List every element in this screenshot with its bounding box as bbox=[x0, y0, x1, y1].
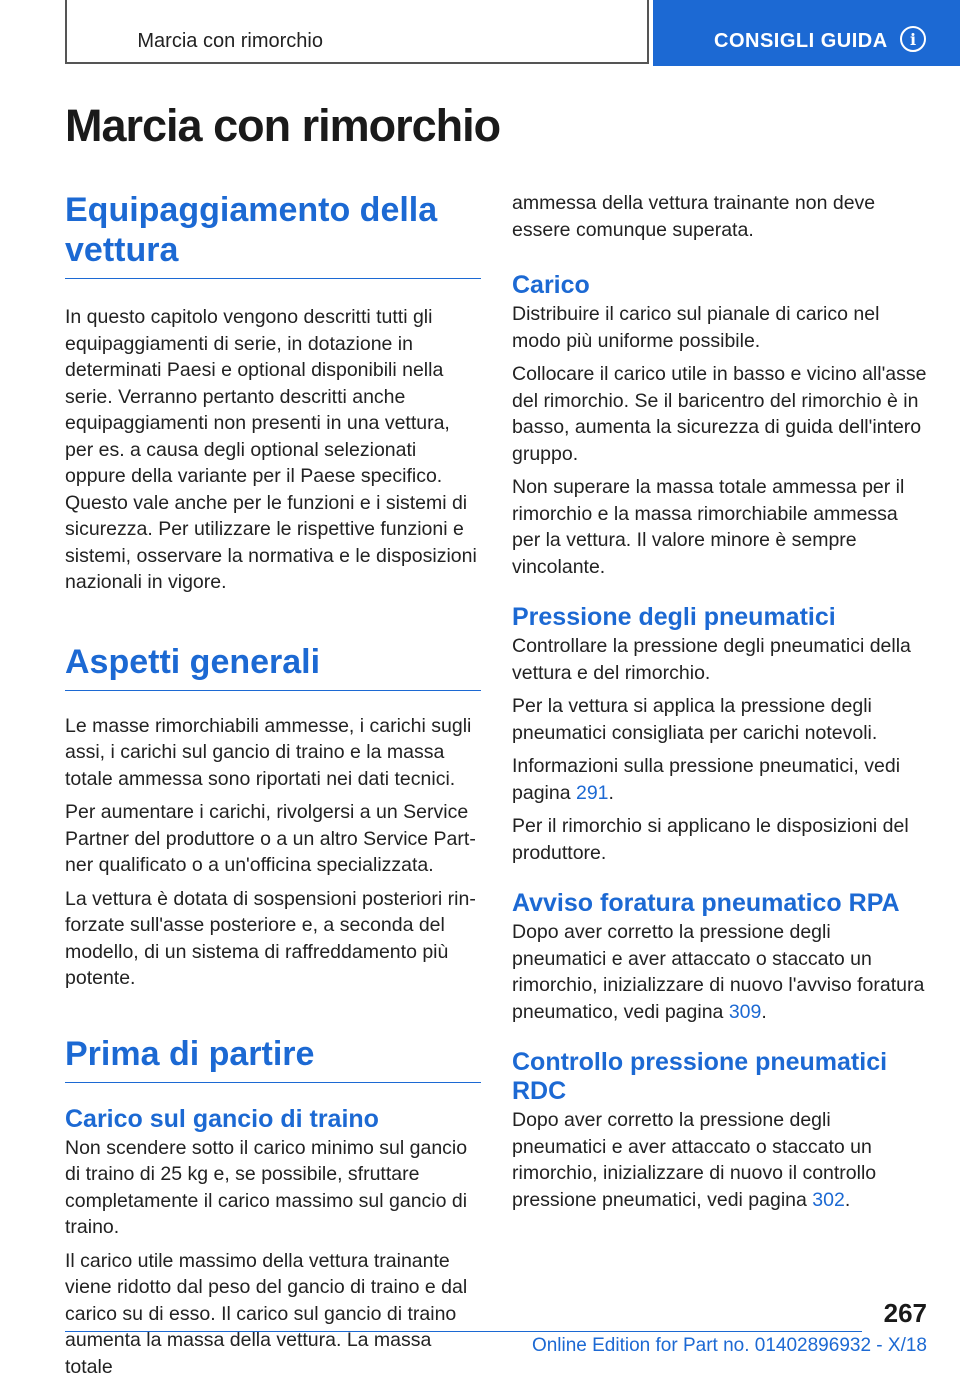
page-ref-link-302[interactable]: 302 bbox=[812, 1189, 845, 1211]
page-ref-link-309[interactable]: 309 bbox=[729, 1001, 762, 1023]
section-title-general: Aspetti generali bbox=[65, 642, 481, 691]
general-paragraph-2: Per aumentare i carichi, rivolgersi a un Service Partner del produttore o a un altro Service Partner qualificato o a un'officina specializzata. bbox=[65, 799, 481, 879]
info-icon[interactable]: i bbox=[900, 26, 926, 52]
header-section-title: Marcia con rimorchio bbox=[137, 30, 323, 53]
footer-edition-text: Online Edition for Part no. 01402896932 - X/18 bbox=[532, 1335, 927, 1357]
hitch-paragraph-2: Il carico utile massimo della vettura trainante viene ridotto dal peso del gancio di traino e dal carico su di esso. Il carico sul gancio di traino aumenta la massa della vettura. La massa totale bbox=[65, 1248, 481, 1380]
pressure-paragraph-3: Informazioni sulla pressione pneumatici, vedi pagina 291. bbox=[512, 753, 927, 806]
continued-paragraph: ammessa della vettura trainante non deve essere comunque superata. bbox=[512, 190, 927, 243]
subsection-title-rpa: Avviso foratura pneumatico RPA bbox=[512, 889, 927, 918]
equipment-paragraph: In questo capitolo vengono descritti tutti gli equipaggiamenti di serie, in dotazione in determinati Paesi e optional disponibili nella serie. Verranno pertanto descritti anche equipaggiamenti non presenti in una vettura, per es. a causa degli optional selezionati oppure della variante per il Paese specifico. Questo vale anche per le funzioni e i sistemi di sicurezza. Per utilizzare le rispettive funzioni e sistemi, osservare la normativa e le disposizioni nazionali in vigore. bbox=[65, 304, 481, 596]
general-paragraph-1: Le masse rimorchiabili ammesse, i carichi sugli assi, i carichi sul gancio di traino e la massa totale ammessa sono riportati nei dati tecnici. bbox=[65, 713, 481, 793]
page-title: Marcia con rimorchio bbox=[65, 100, 500, 152]
rdc-paragraph: Dopo aver corretto la pressione degli pneumatici e aver attaccato o staccato un rimorchio, inizializzare di nuovo il controllo pressione pneumatici, vedi pagina 302. bbox=[512, 1107, 927, 1213]
subsection-title-rdc: Controllo pressione pneumatici RDC bbox=[512, 1048, 927, 1106]
load-paragraph-3: Non superare la massa totale ammessa per il rimorchio e la massa rimorchiabile ammessa per la vettura. Il valore minore è sempre vincolante. bbox=[512, 474, 927, 580]
subsection-title-load: Carico bbox=[512, 271, 927, 300]
chapter-tab-label: CONSIGLI GUIDA bbox=[714, 30, 888, 53]
header-frame bbox=[65, 0, 649, 64]
subsection-title-tire-pressure: Pressione degli pneumatici bbox=[512, 603, 927, 632]
rpa-paragraph: Dopo aver corretto la pressione degli pneumatici e aver attaccato o staccato un rimorchio, inizializzare di nuovo l'avviso foratura pneumatico, vedi pagina 309. bbox=[512, 919, 927, 1025]
header-chapter-tab[interactable] bbox=[653, 0, 960, 66]
page-number: 267 bbox=[884, 1298, 927, 1329]
section-title-before-departure: Prima di partire bbox=[65, 1034, 481, 1083]
page-ref-link-291[interactable]: 291 bbox=[576, 782, 609, 804]
hitch-paragraph-1: Non scendere sotto il carico minimo sul gancio di traino di 25 kg e, se possibile, sfruttare completamente il carico massimo sul gancio di traino. bbox=[65, 1135, 481, 1241]
load-paragraph-2: Collocare il carico utile in basso e vicino all'asse del rimorchio. Se il baricentro del rimorchio è in basso, aumenta la sicurezza di guida dell'intero gruppo. bbox=[512, 361, 927, 467]
footer-divider bbox=[65, 1331, 862, 1332]
left-column bbox=[65, 190, 481, 1380]
pressure-paragraph-1: Controllare la pressione degli pneumatici della vettura e del rimorchio. bbox=[512, 633, 927, 686]
pressure-paragraph-2: Per la vettura si applica la pressione degli pneumatici consigliata per carichi notevoli. bbox=[512, 693, 927, 746]
right-column bbox=[512, 190, 927, 1213]
subsection-title-hitch-load: Carico sul gancio di traino bbox=[65, 1105, 481, 1134]
section-title-equipment: Equipaggiamento della vettura bbox=[65, 190, 481, 279]
load-paragraph-1: Distribuire il carico sul pianale di carico nel modo più uniforme possibile. bbox=[512, 301, 927, 354]
pressure-paragraph-4: Per il rimorchio si applicano le disposizioni del produttore. bbox=[512, 813, 927, 866]
general-paragraph-3: La vettura è dotata di sospensioni posteriori rinforzate sull'asse posteriore e, a seconda del modello, di un sistema di raffreddamento più potente. bbox=[65, 886, 481, 992]
